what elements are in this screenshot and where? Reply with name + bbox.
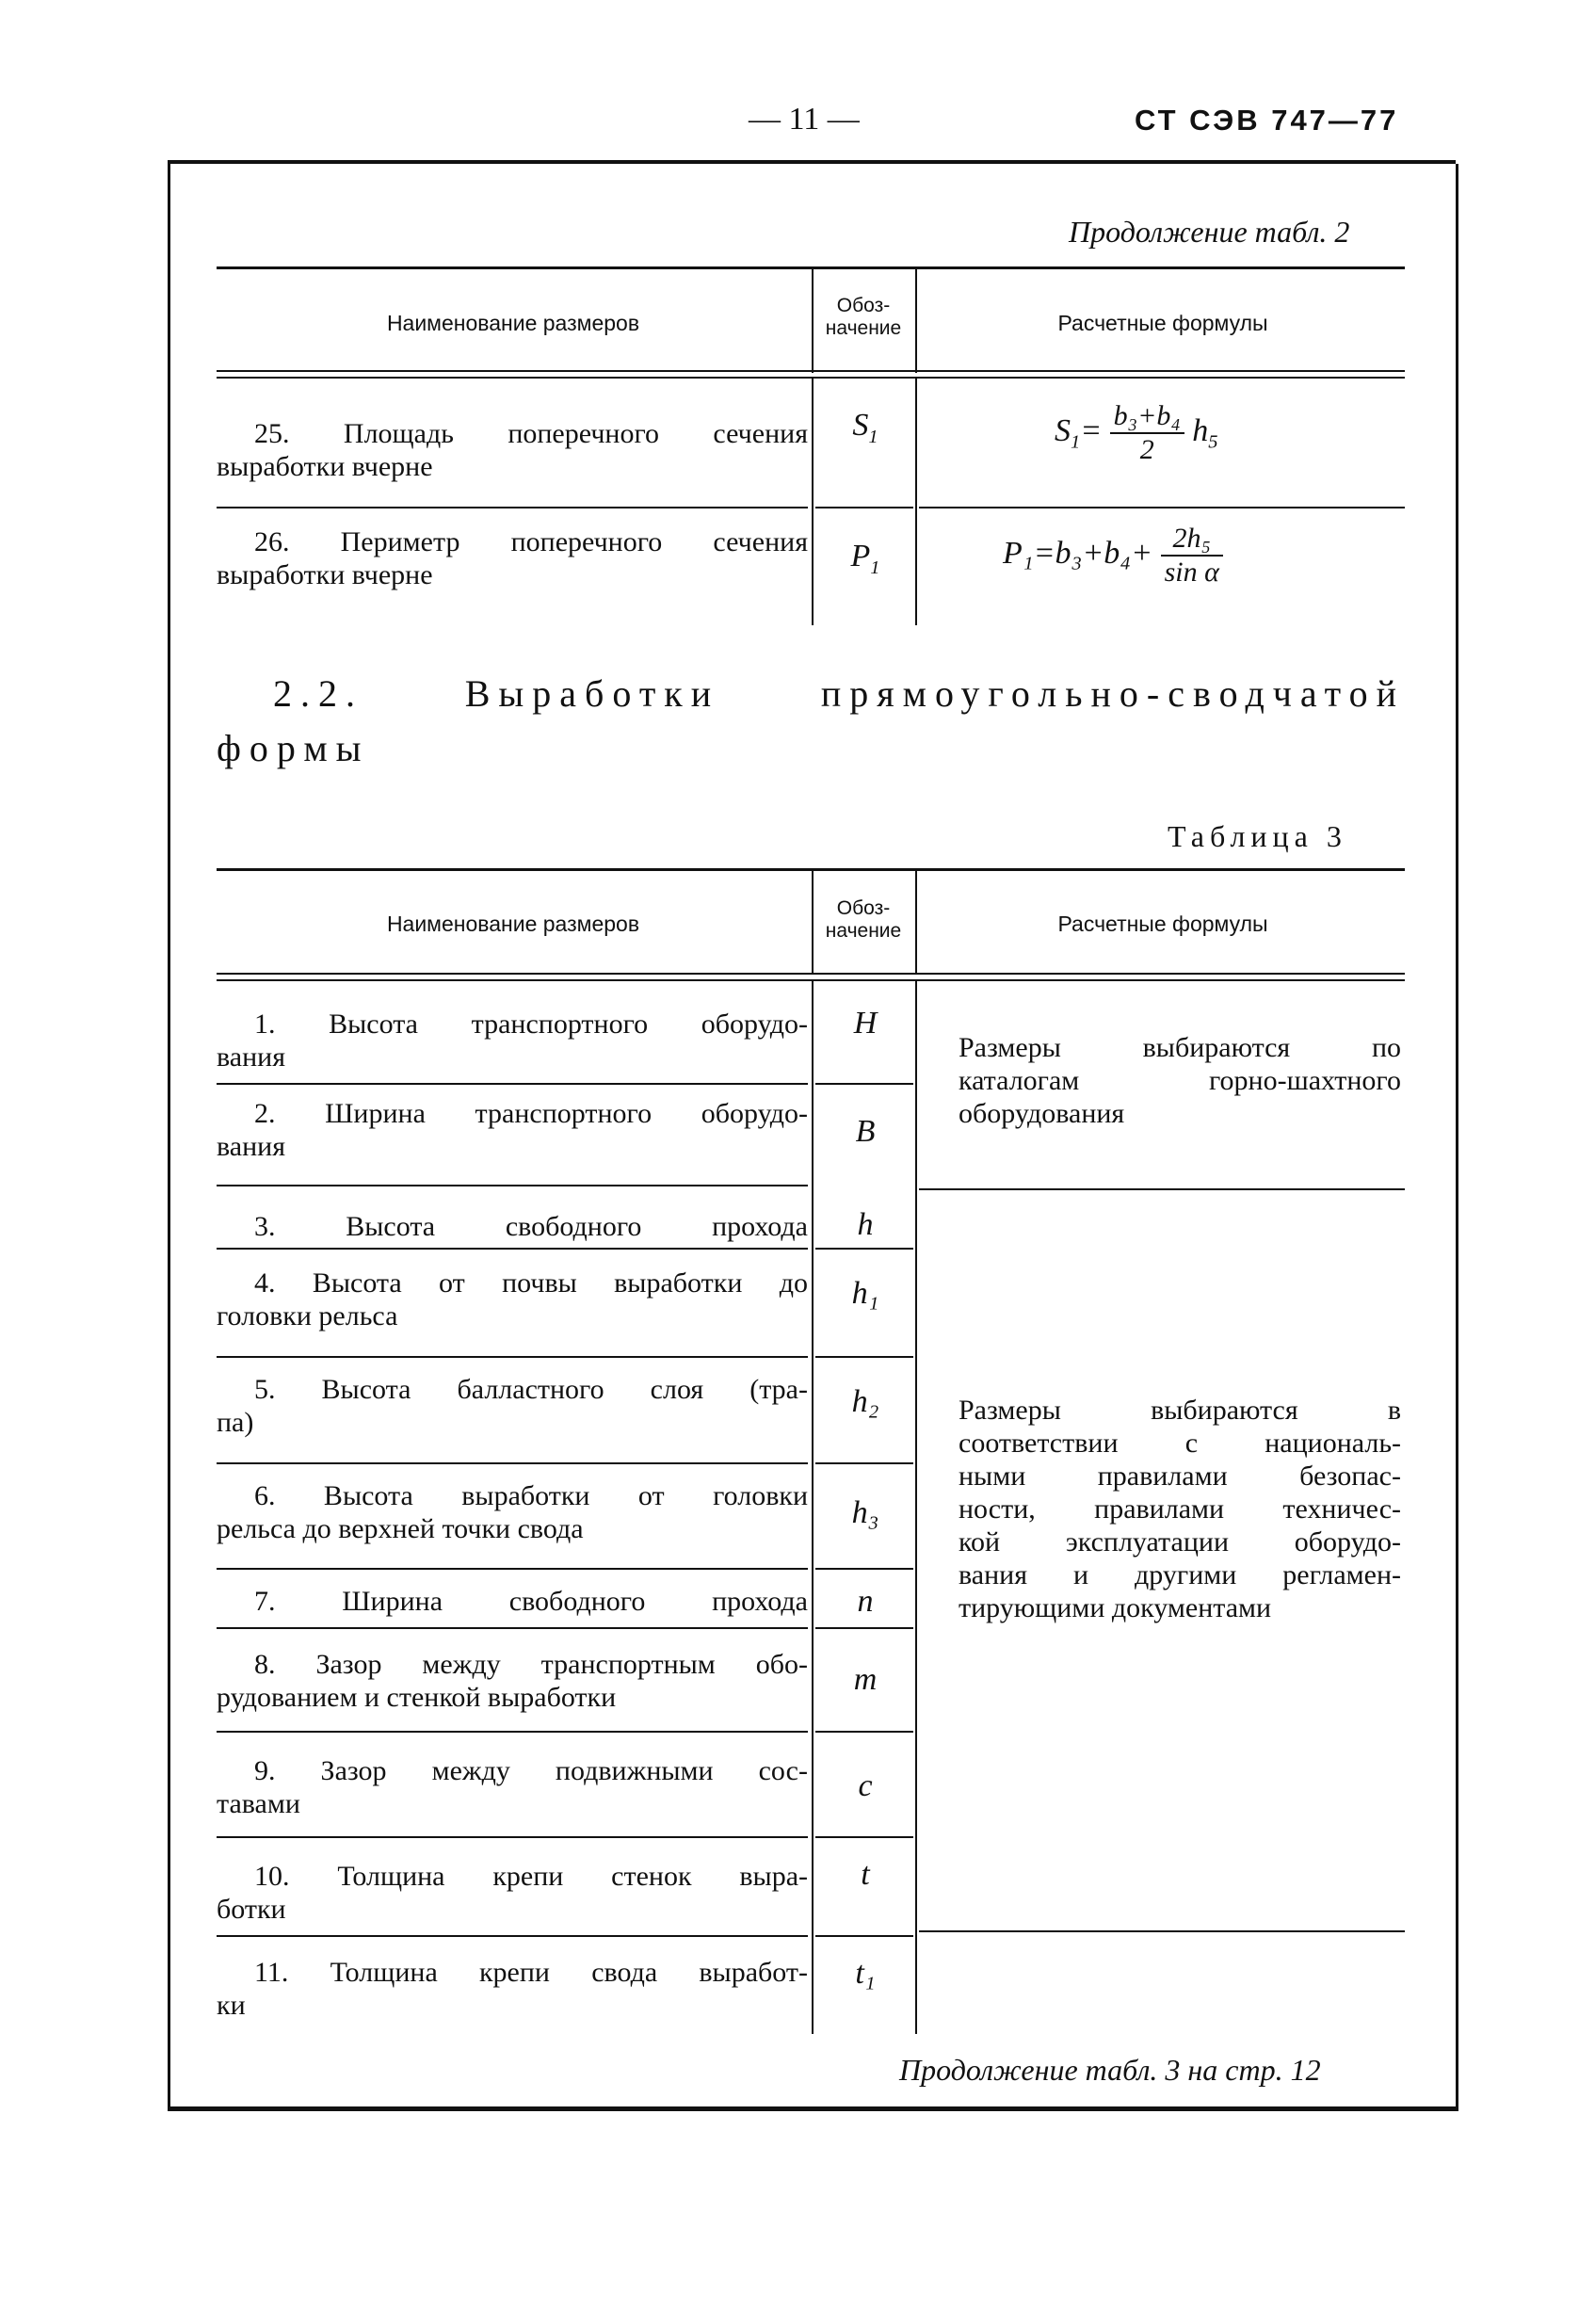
table3-row-separator-symbol: [815, 1836, 913, 1838]
table3-row-name: [217, 1956, 808, 2022]
table2-row-25-symbol-sub: 1: [868, 426, 878, 447]
table3-row-symbol: n: [857, 1584, 874, 1619]
table3-col-formula: Расчетные формулы: [1057, 912, 1268, 936]
table3-row-symbol: h: [857, 1207, 874, 1242]
table2-row-25-line2: выработки вчерне: [217, 451, 433, 482]
table2-row-25-symbol: [814, 408, 917, 448]
table2-row-26-name: [217, 525, 808, 591]
table2-col-name: Наименование размеров: [386, 311, 640, 335]
table2-header-divider-2: [915, 269, 917, 373]
table2-header-divider-1: [812, 269, 814, 373]
table3-row-separator-name: [217, 1627, 808, 1629]
table3-row-name: [217, 1754, 808, 1820]
table3-row-separator-symbol: [815, 1083, 913, 1085]
table3-row-name-line2: рельса до верхней точки свода: [217, 1513, 584, 1544]
table3-row-separator-name: [217, 1083, 808, 1085]
table3-row-separator-name: [217, 1568, 808, 1570]
table3-top-rule: [217, 868, 1405, 871]
table3-row-name-line2: па): [217, 1407, 254, 1438]
table3-row-separator-symbol: [815, 1731, 913, 1733]
formula-26-numerator: 2h₅: [1161, 523, 1223, 557]
table3-note-separator: [919, 1188, 1405, 1190]
section-heading-line1: 2.2. Выработки прямоугольно-сводчатой: [273, 672, 1405, 715]
table3-row-symbol: h₁: [851, 1276, 879, 1311]
note1-line3: оборудования: [959, 1098, 1125, 1129]
table3-note-regulations: [959, 1394, 1401, 1624]
note2-line3: ными правилами безопас-: [959, 1461, 1401, 1492]
note2-line1: Размеры выбираются в: [959, 1395, 1401, 1426]
table3-row-separator-name: [217, 1836, 808, 1838]
note2-line7: тирующими документами: [959, 1592, 1272, 1623]
table3-row-name-line2: ботки: [217, 1894, 286, 1925]
table3-row-separator-name: [217, 1935, 808, 1937]
table2-row-25-symbol-letter: S: [852, 408, 869, 443]
table3-header-rule-b: [217, 979, 1405, 981]
table3-row-name: [217, 1373, 808, 1439]
formula-25-lhs-sub: 1: [1071, 431, 1081, 453]
table2-row-separator-symbol: [815, 507, 913, 508]
table3-row-separator-symbol: [815, 1935, 913, 1937]
table2-continuation-label: Продолжение табл. 2: [1069, 215, 1350, 249]
section-heading-line2: формы: [217, 727, 370, 769]
table2-row-26-symbol-letter: P: [850, 539, 871, 573]
table3-row-name-line1: 9. Зазор между подвижными сос-: [254, 1755, 808, 1786]
standard-code: СТ СЭВ 747—77: [1135, 104, 1399, 137]
formula-25-tail: h: [1192, 412, 1209, 448]
table2-row-26-symbol: [814, 539, 917, 579]
table3-row-name: [217, 1479, 808, 1545]
table3-continuation-footer: Продолжение табл. 3 на стр. 12: [899, 2053, 1321, 2087]
table2-row-26-symbol-sub: 1: [870, 557, 880, 578]
table3-row-name: [217, 1860, 808, 1926]
table2-col-symbol: [812, 295, 915, 340]
table3-col-symbol-line1: Обоз-: [836, 897, 891, 919]
formula-25-tail-sub: 5: [1208, 431, 1218, 453]
table3-row-separator-symbol: [815, 1356, 913, 1358]
table2-header-rule-a: [217, 370, 1405, 372]
table3-row-name-line2: ки: [217, 1990, 246, 2021]
table3-row-separator-symbol: [815, 1462, 913, 1464]
table2-header-rule-b: [217, 377, 1405, 379]
table3-row-name-line1: 1. Высота транспортного оборудо-: [254, 1009, 808, 1040]
section-heading: [217, 667, 1405, 776]
table3-row-name-line2: вания: [217, 1131, 285, 1162]
table3-row-name-line2: рудованием и стенкой выработки: [217, 1682, 617, 1713]
table3-row-name: [217, 1585, 808, 1618]
table2-row-separator-formula: [919, 507, 1405, 508]
table3-row-name: [217, 1008, 808, 1073]
table3-row-symbol: t: [861, 1857, 870, 1892]
table3-row-separator-symbol: [815, 1568, 913, 1570]
table3-row-separator-symbol: [815, 1627, 913, 1629]
table3-row-symbol: c: [858, 1768, 873, 1803]
note2-line2: соответствии с националь-: [959, 1428, 1401, 1459]
formula-25-eq: =: [1080, 412, 1103, 448]
table3-row-separator-name: [217, 1462, 808, 1464]
table3-row-symbol: h₂: [851, 1384, 879, 1419]
formula-25-lhs: S: [1055, 412, 1071, 448]
table2-row-26-formula: [1003, 523, 1223, 589]
note1-line2: каталогам горно-шахтного: [959, 1065, 1401, 1096]
table3-row-name-line1: 5. Высота балластного слоя (тра-: [254, 1374, 808, 1405]
table3-note2-bottom: [919, 1930, 1405, 1932]
table3-row-name: [217, 1648, 808, 1714]
table3-row-name-line2: вания: [217, 1041, 285, 1073]
table3-row-name-line1: 8. Зазор между транспортным обо-: [254, 1649, 808, 1680]
table3-label: Таблица 3: [1168, 819, 1347, 853]
table3-row-separator-name: [217, 1731, 808, 1733]
note2-line4: ности, правилами техничес-: [959, 1493, 1401, 1525]
table2-row-26-line1: 26. Периметр поперечного сечения: [254, 526, 808, 557]
table3-row-name-line1: 2. Ширина транспортного оборудо-: [254, 1098, 808, 1129]
formula-25-fraction: [1110, 400, 1184, 466]
table2-top-rule: [217, 266, 1405, 269]
table2-col-symbol-line1: Обоз-: [836, 295, 891, 316]
table3-row-name: [217, 1097, 808, 1163]
table3-col-name: Наименование размеров: [386, 912, 640, 936]
formula-25-denominator: 2: [1139, 434, 1154, 465]
table3-header-divider-1: [812, 871, 814, 975]
formula-26-lhs: P₁=b₃+b₄+: [1003, 535, 1153, 571]
page-header: [0, 102, 1579, 149]
table2-col-symbol-line2: начение: [825, 317, 902, 339]
table2-row-25-name: [217, 417, 808, 483]
table3-row-name-line2: головки рельса: [217, 1300, 398, 1331]
table3-row-separator-name: [217, 1248, 808, 1250]
table3-row-name-line1: 10. Толщина крепи стенок выра-: [254, 1861, 808, 1892]
formula-25-numerator: b₃+b₄: [1110, 400, 1184, 434]
table3-row-symbol: m: [853, 1662, 878, 1697]
table3-row-separator-name: [217, 1185, 808, 1186]
table3-header-divider-2: [915, 871, 917, 975]
formula-26-denominator: sin α: [1164, 557, 1219, 588]
table3-col-symbol-line2: начение: [825, 920, 902, 942]
table2-col-formula: Расчетные формулы: [1057, 311, 1268, 335]
table3-row-name-line2: тавами: [217, 1788, 300, 1819]
table3-col-symbol: [812, 897, 915, 943]
table3-row-name-line1: 4. Высота от почвы выработки до: [254, 1267, 808, 1299]
table3-row-separator-symbol: [815, 1248, 913, 1250]
table2-row-25-formula: [1055, 400, 1217, 466]
note2-line6: вания и другими регламен-: [959, 1559, 1401, 1590]
table3-row-symbol: h₃: [851, 1495, 879, 1530]
table3-note-catalog: [959, 1031, 1401, 1130]
note1-line1: Размеры выбираются по: [959, 1032, 1401, 1063]
table3-row-name-line1: 11. Толщина крепи свода выработ-: [254, 1957, 808, 1988]
table3-row-name-line1: 3. Высота свободного прохода: [254, 1211, 808, 1242]
formula-26-fraction: [1161, 523, 1223, 589]
table3-row-symbol: t₁: [855, 1956, 876, 1991]
table3-row-symbol: H: [853, 1006, 878, 1041]
table2-row-26-line2: выработки вчерне: [217, 559, 433, 590]
note2-line5: кой эксплуатации оборудо-: [959, 1526, 1401, 1557]
table3-row-separator-name: [217, 1356, 808, 1358]
table3-row-name: [217, 1267, 808, 1332]
table3-row-name-line1: 7. Ширина свободного прохода: [254, 1586, 808, 1617]
table3-row-name: [217, 1210, 808, 1243]
table3-header-rule-a: [217, 973, 1405, 975]
page-number: — 11 —: [749, 102, 860, 137]
table3-row-symbol: B: [855, 1114, 876, 1149]
table2-row-separator-name: [217, 507, 808, 508]
table2-row-25-line1: 25. Площадь поперечного сечения: [254, 418, 808, 449]
table3-row-name-line1: 6. Высота выработки от головки: [254, 1480, 808, 1511]
